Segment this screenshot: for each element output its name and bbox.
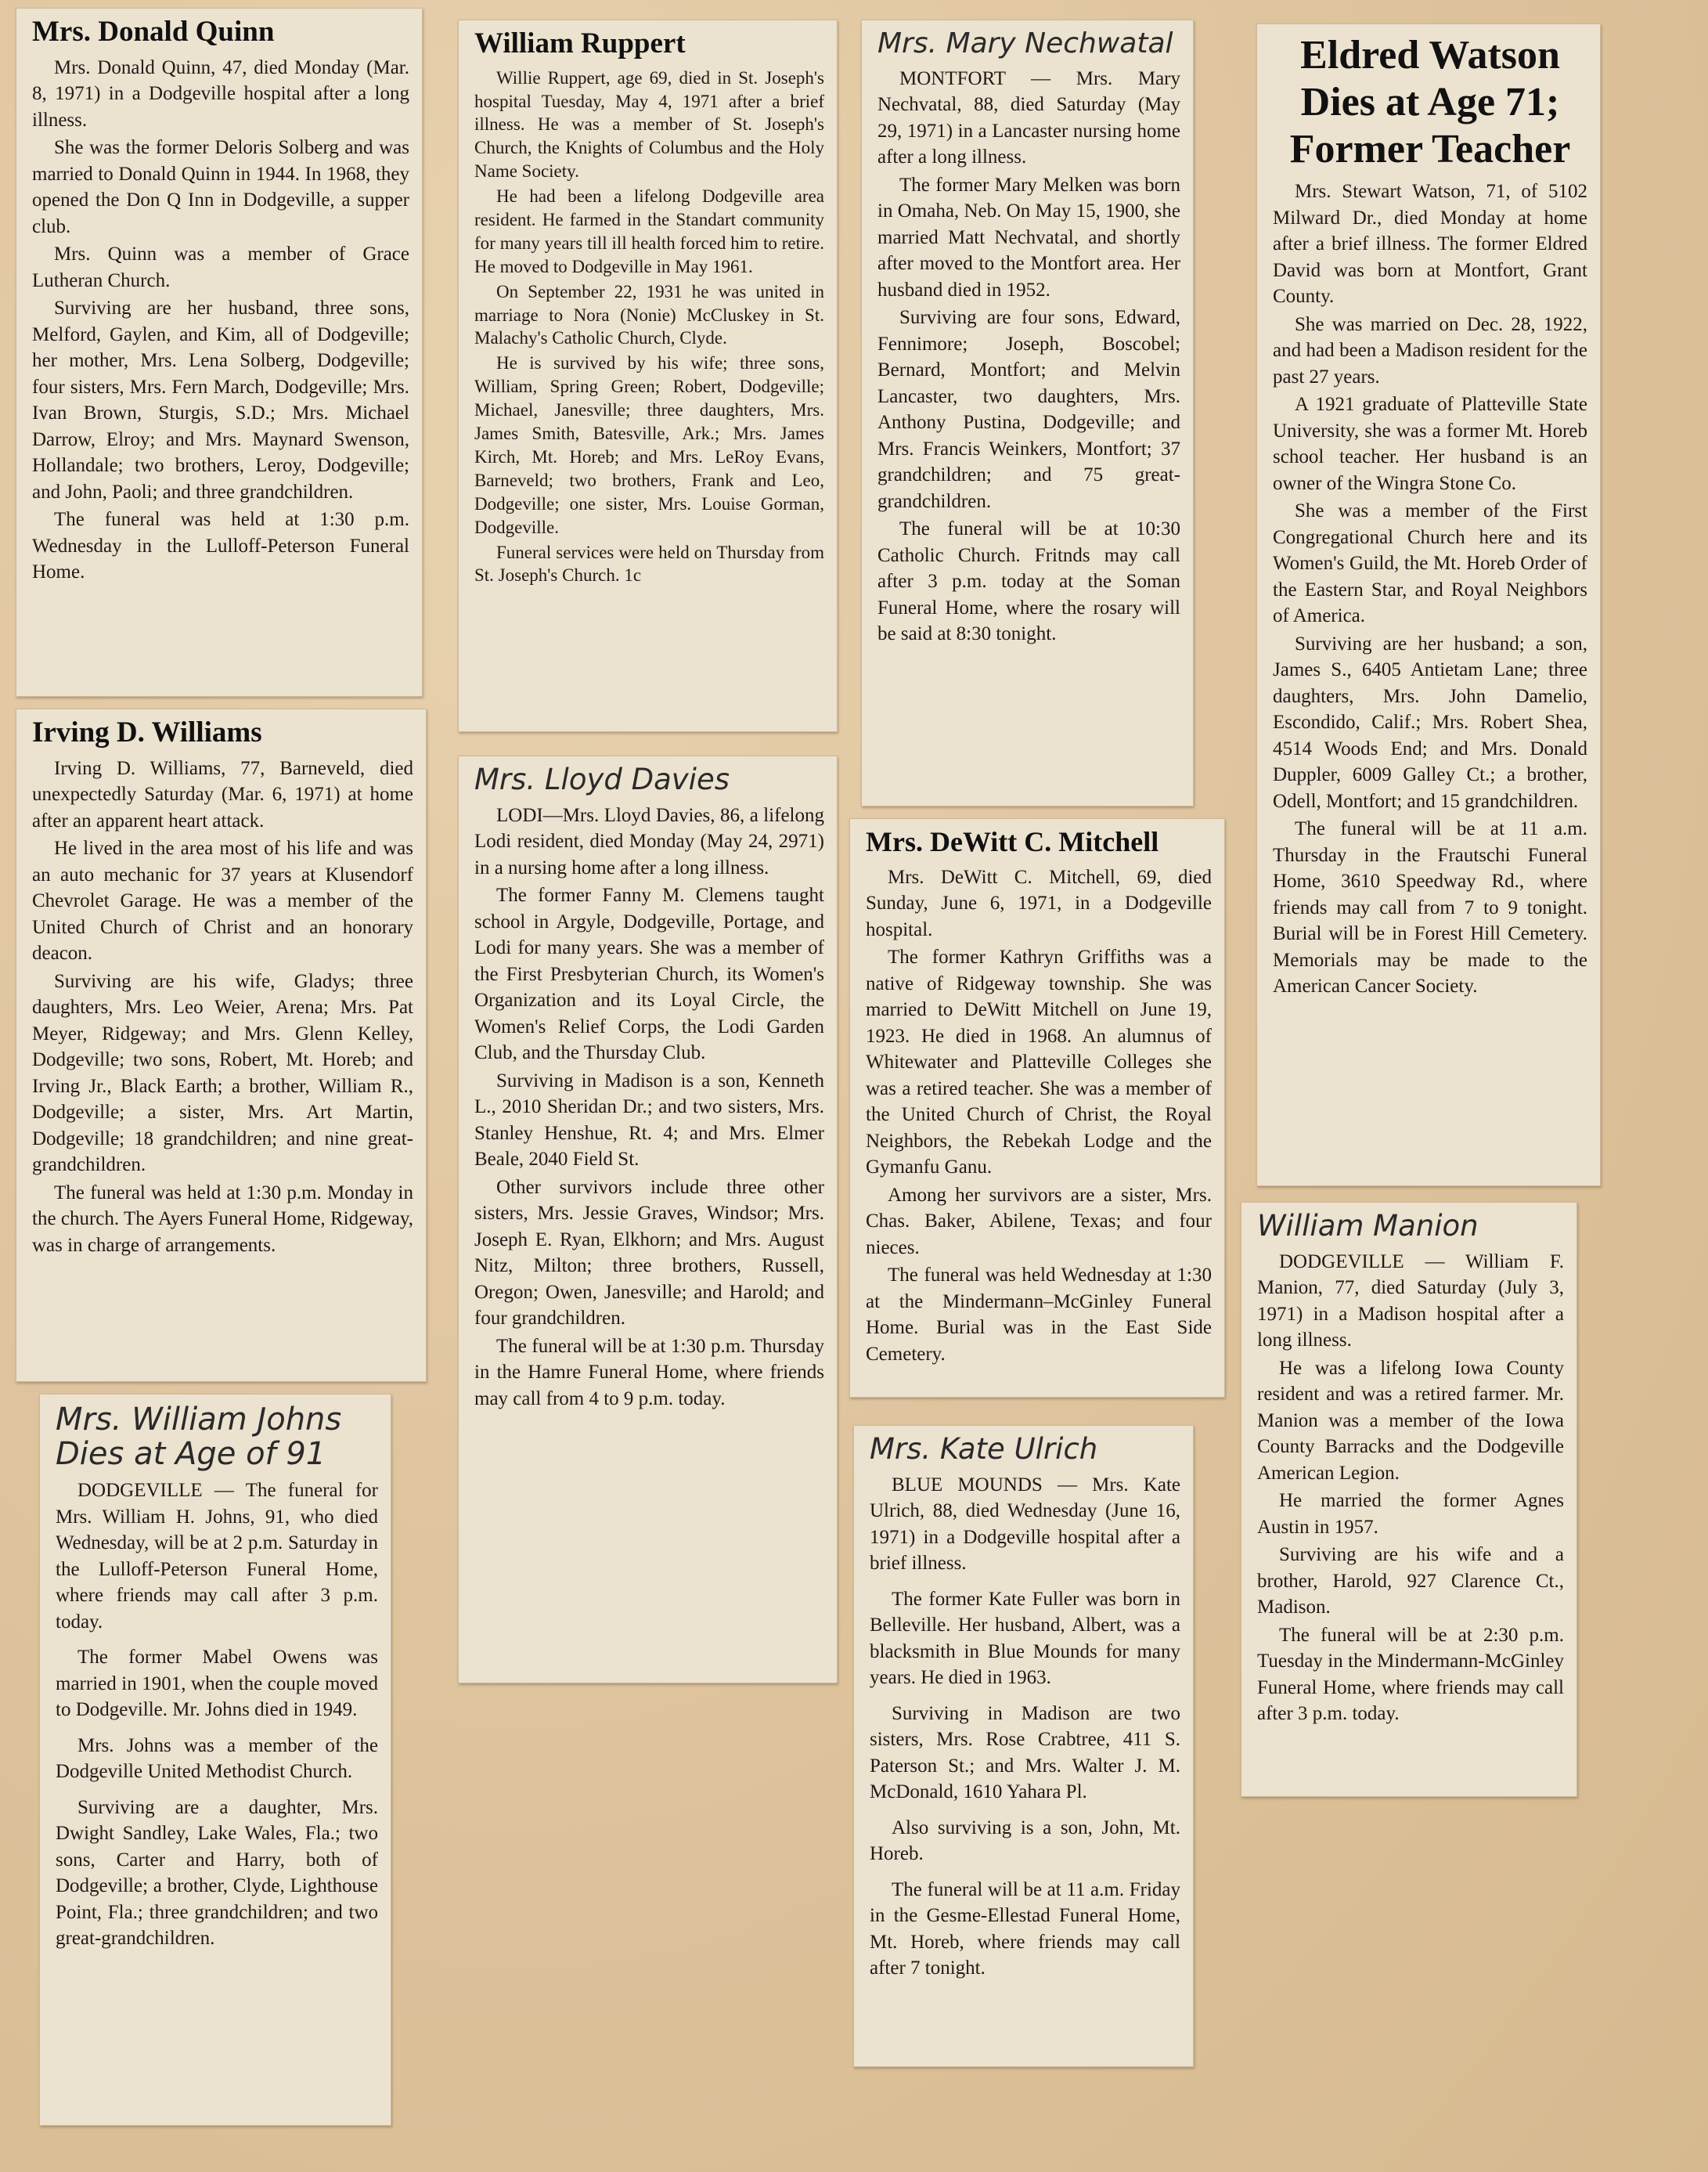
obituary-clipping-manion [1241,1202,1577,1797]
obituary-title: William Ruppert [474,27,686,60]
obituary-paragraph: A 1921 graduate of Platteville State University, she was a former Mt. Horeb school teacher. Her husband is an owner of the Wingra Stone Co. [1273,394,1587,494]
obituary-paragraph: On September 22, 1931 he was united in marriage to Nora (Nonie) McCluskey in St. Malachy's Catholic Church, Clyde. [474,281,824,348]
obituary-paragraph: Surviving in Madison is a son, Kenneth L., 2010 Sheridan Dr.; and two sisters, Mrs. Stanley Henshue, Rt. 4; and Mrs. Elmer Beale, 2040 Field St. [474,1070,824,1171]
obituary-paragraph: Among her survivors are a sister, Mrs. Chas. Baker, Abilene, Texas; and four nieces. [866,1184,1212,1258]
obituary-paragraph: He had been a lifelong Dodgeville area resident. He farmed in the Standart community for many years till ill health forced him to retire. He moved to Dodgeville in May 1961. [474,186,824,276]
obituary-paragraph: The funeral will be at 2:30 p.m. Tuesday in the Mindermann-McGinley Funeral Home, where friends may call after 3 p.m. today. [1257,1624,1564,1725]
obituary-title: Mrs. DeWitt C. Mitchell [866,826,1159,857]
obituary-paragraph: Surviving are four sons, Edward, Fennimore; Joseph, Boscobel; Bernard, Montfort; and Melvin Lancaster, two daughters, Mrs. Anthony Pustina, Dodgeville; and Mrs. Francis Weinkers, Montfort; 37 grandchildren; and 75 great-grandchildren. [877,307,1180,512]
obituary-paragraph: The former Mabel Owens was married in 1901, when the couple moved to Dodgeville. Mr. Johns died in 1949. [56,1647,378,1720]
headline-line: Former Teacher [1289,126,1571,171]
obituary-clipping-nechwatal [861,20,1194,806]
obituary-paragraph: The funeral was held at 1:30 p.m. Monday in the church. The Ayers Funeral Home, Ridgeway, was in charge of arrangements. [32,1182,413,1256]
obituary-clipping-quinn [16,8,423,697]
obituary-paragraph: Willie Ruppert, age 69, died in St. Joseph's hospital Tuesday, May 4, 1971 after a brief illness. He was a member of St. Joseph's Church, the Knights of Columbus and the Holy Name Society. [474,67,824,182]
obituary-title: Irving D. Williams [32,716,262,749]
obituary-paragraph: The funeral will be at 10:30 Catholic Church. Fritnds may call after 3 p.m. today at the Soman Funeral Home, where the rosary will be said at 8:30 tonight. [877,518,1180,645]
obituary-clipping-ulrich [853,1425,1194,2067]
obituary-paragraph: Surviving in Madison are two sisters, Mrs. Rose Crabtree, 411 S. Paterson St.; and Mrs. Walter J. M. McDonald, 1610 Yahara Pl. [870,1702,1180,1803]
obituary-paragraph: LODI—Mrs. Lloyd Davies, 86, a lifelong Lodi resident, died Monday (May 24, 2971) in a nursing home after a long illness. [474,804,824,879]
obituary-paragraph: He married the former Agnes Austin in 1957. [1257,1490,1564,1538]
obituary-paragraph: MONTFORT — Mrs. Mary Nechvatal, 88, died Saturday (May 29, 1971) in a Lancaster nursing home after a long illness. [877,67,1180,168]
obituary-clipping-watson [1256,23,1601,1186]
obituary-paragraph: Surviving are his wife and a brother, Harold, 927 Clarence Ct., Madison. [1257,1544,1564,1618]
obituary-paragraph: The former Mary Melken was born in Omaha, Neb. On May 15, 1900, she married Matt Nechvatal, and shortly after moved to the Montfort area. Her husband died in 1952. [877,174,1180,301]
obituary-title: Mrs. Lloyd Davies [474,763,730,796]
obituary-headline [1273,32,1587,172]
obituary-paragraph: The funeral was held Wednesday at 1:30 at the Mindermann–McGinley Funeral Home. Burial was in the East Side Cemetery. [866,1265,1212,1365]
obituary-paragraph: Mrs. Donald Quinn, 47, died Monday (Mar. 8, 1971) in a Dodgeville hospital after a long illness. [32,56,409,131]
obituary-clipping-mitchell [849,818,1225,1398]
obituary-paragraph: Surviving are her husband, three sons, Melford, Gaylen, and Kim, all of Dodgeville; her mother, Mrs. Lena Solberg, Dodgeville; four sisters, Mrs. Fern March, Dodgeville; Mrs. Ivan Brown, Sturgis, S.D.; Mrs. Michael Darrow, Elroy; and Mrs. Maynard Swenson, Hollandale; two brothers, Leroy, Dodgeville; and John, Paoli; and three grandchildren. [32,298,409,503]
obituary-paragraph: She was the former Deloris Solberg and was married to Donald Quinn in 1944. In 1968, they opened the Don Q Inn in Dodgeville, a supper club. [32,137,409,237]
obituary-title: Mrs. Mary Nechwatal [877,27,1173,60]
obituary-title: Mrs. Donald Quinn [32,16,275,48]
obituary-paragraph: The funeral will be at 1:30 p.m. Thursday in the Hamre Funeral Home, where friends may call from 4 to 9 p.m. today. [474,1335,824,1409]
obituary-paragraph: Surviving are her husband; a son, James S., 6405 Antietam Lane; three daughters, Mrs. John Damelio, Escondido, Calif.; Mrs. Robert Shea, 4514 Woods End; and Mrs. Donald Duppler, 6009 Galley Ct.; a brother, Odell, Montfort; and 15 grandchildren. [1273,633,1587,812]
obituary-clipping-johns [39,1394,391,2126]
obituary-paragraph: She was a member of the First Congregational Church here and its Women's Guild, the Mt. Horeb Order of the Eastern Star, and Royal Neighbors of America. [1273,500,1587,627]
obituary-clipping-ruppert [458,20,838,732]
obituary-paragraph: Mrs. DeWitt C. Mitchell, 69, died Sunday, June 6, 1971, in a Dodgeville hospital. [866,866,1212,940]
obituary-paragraph: The funeral will be at 11 a.m. Friday in the Gesme-Ellestad Funeral Home, Mt. Horeb, where friends may call after 7 tonight. [870,1878,1180,1979]
obituary-paragraph: The former Fanny M. Clemens taught school in Argyle, Dodgeville, Portage, and Lodi for many years. She was a member of the First Presbyterian Church, its Women's Organization and its Loyal Circle, the Women's Relief Corps, the Lodi Garden Club, and the Thursday Club. [474,885,824,1064]
obituary-paragraph: Irving D. Williams, 77, Barneveld, died unexpectedly Saturday (Mar. 6, 1971) at home after an apparent heart attack. [32,757,413,832]
obituary-paragraph: He was a lifelong Iowa County resident and was a retired farmer. Mr. Manion was a member of the Iowa County Barracks and the Dodgeville American Legion. [1257,1357,1564,1484]
obituary-paragraph: Funeral services were held on Thursday from St. Joseph's Church. 1c [474,542,824,586]
obituary-paragraph: Mrs. Stewart Watson, 71, of 5102 Milward Dr., died Monday at home after a brief illness. The former Eldred David was born at Montfort, Grant County. [1273,181,1587,308]
headline-line: Dies at Age of 91 [56,1436,326,1472]
obituary-headline [56,1402,378,1471]
obituary-paragraph: She was married on Dec. 28, 1922, and had been a Madison resident for the past 27 years. [1273,313,1587,388]
obituary-paragraph: Mrs. Johns was a member of the Dodgeville United Methodist Church. [56,1734,378,1782]
obituary-paragraph: DODGEVILLE — William F. Manion, 77, died Saturday (July 3, 1971) in a Madison hospital after a long illness. [1257,1250,1564,1351]
obituary-paragraph: The funeral was held at 1:30 p.m. Wednesday in the Lulloff-Peterson Funeral Home. [32,509,409,583]
headline-line: Mrs. William Johns [56,1402,342,1438]
obituary-paragraph: Also surviving is a son, John, Mt. Horeb. [870,1817,1180,1865]
obituary-paragraph: He lived in the area most of his life and was an auto mechanic for 37 years at Klusendorf Chevrolet Garage. He was a member of the United Church of Christ and an honorary deacon. [32,838,413,965]
obituary-paragraph: DODGEVILLE — The funeral for Mrs. William H. Johns, 91, who died Wednesday, will be at 2 p.m. Saturday in the Lulloff-Peterson Funeral Home, where friends may call after 3 p.m. today. [56,1480,378,1633]
obituary-clipping-williams [16,709,427,1382]
obituary-title: William Manion [1257,1209,1479,1243]
obituary-paragraph: Surviving are a daughter, Mrs. Dwight Sandley, Lake Wales, Fla.; two sons, Carter and Harry, both of Dodgeville; a brother, Clyde, Lighthouse Point, Fla.; three grandchildren; and two great-grandchildren. [56,1796,378,1949]
obituary-paragraph: Mrs. Quinn was a member of Grace Lutheran Church. [32,244,409,291]
obituary-clipping-davies [458,756,838,1683]
obituary-paragraph: Other survivors include three other sisters, Mrs. Jessie Graves, Windsor; Mrs. Joseph E. Ryan, Elkhorn; and Mrs. August Nitz, Milton; three brothers, Russell, Oregon; Owen, Janesville; and Harold; and four grandchildren. [474,1176,824,1330]
obituary-paragraph: He is survived by his wife; three sons, William, Spring Green; Robert, Dodgeville; Michael, Janesville; three daughters, Mrs. James Smith, Batesville, Ark.; Mrs. James Kirch, Mt. Horeb; and Mrs. LeRoy Evans, Barneveld; two brothers, Frank and Leo, Dodgeville; one sister, Mrs. Louise Gorman, Dodgeville. [474,353,824,537]
obituary-paragraph: The funeral will be at 11 a.m. Thursday in the Frautschi Funeral Home, 3610 Speedway Rd., where friends may call from 7 to 9 tonight. Burial will be in Forest Hill Cemetery. Memorials may be made to the American Cancer Society. [1273,818,1587,998]
obituary-title: Mrs. Kate Ulrich [870,1432,1098,1466]
obituary-paragraph: Surviving are his wife, Gladys; three daughters, Mrs. Leo Weier, Arena; Mrs. Pat Meyer, Ridgeway; and Mrs. Glenn Kelley, Dodgeville; two sons, Robert, Mt. Horeb; and Irving Jr., Black Earth; a brother, William R., Dodgeville; a sister, Mrs. Art Martin, Dodgeville; 18 grandchildren; and nine great-grandchildren. [32,970,413,1176]
headline-line: Dies at Age 71; [1300,79,1560,124]
obituary-paragraph: The former Kathryn Griffiths was a native of Ridgeway township. She was married to DeWitt Mitchell on June 19, 1923. He died in 1968. An alumnus of Whitewater and Platteville Colleges she was a retired teacher. She was a member of the United Church of Christ, the Royal Neighbors, the Rebekah Lodge and the Gymanfu Ganu. [866,947,1212,1178]
headline-line: Eldred Watson [1300,33,1560,78]
obituary-paragraph: The former Kate Fuller was born in Belleville. Her husband, Albert, was a blacksmith in Blue Mounds for many years. He died in 1963. [870,1588,1180,1689]
obituary-paragraph: BLUE MOUNDS — Mrs. Kate Ulrich, 88, died Wednesday (June 16, 1971) in a Dodgeville hospital after a brief illness. [870,1474,1180,1575]
